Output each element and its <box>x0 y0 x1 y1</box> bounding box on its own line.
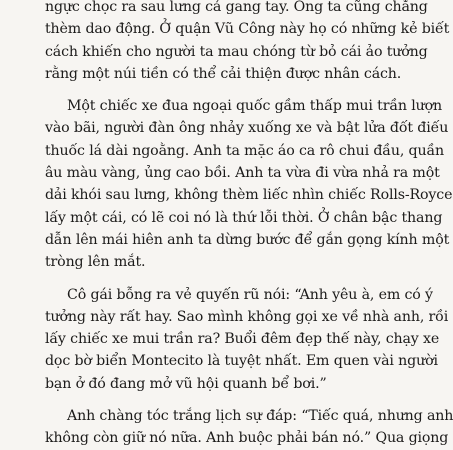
text-line: lấy chiếc xe mui trần ra? Buổi đêm đẹp thế này, chạy xe <box>45 331 440 348</box>
paragraph-gap <box>45 85 385 95</box>
paragraph <box>45 284 449 395</box>
paragraph-gap <box>45 274 385 284</box>
text-line: bạn ở đó đang mở vũ hội quanh bể bơi.” <box>45 375 327 392</box>
text-line: vào bãi, người đàn ông nhảy xuống xe và bật lửa đốt điếu <box>45 120 449 137</box>
paragraph <box>45 0 450 85</box>
text-line: Cô gái bỗng ra vẻ quyến rũ nói: “Anh yêu à, em có ý <box>67 286 433 303</box>
text-line: thuốc lá dài ngoằng. Anh ta mặc áo ca rô chui đầu, quần <box>45 142 444 159</box>
text-line: Anh chàng tóc trắng lịch sự đáp: “Tiếc quá, nhưng anh <box>67 408 453 425</box>
text-line: lấy một cái, có lẽ coi nó là thứ lỗi thời. Ở chân bậc thang <box>45 209 443 226</box>
text-line: dải khói sau lưng, không thèm liếc nhìn chiếc Rolls-Royce <box>45 187 453 204</box>
text-line: ngực chọc ra sau lưng cả gang tay. Ông ta cũng chẳng <box>45 0 428 15</box>
text-line: không còn giữ nó nữa. Anh buộc phải bán nó.” Qua giọng <box>45 430 449 447</box>
text-line: Một chiếc xe đua ngoại quốc gầm thấp mui trần lượn <box>67 98 442 115</box>
text-line: dẫn lên mái hiên anh ta dừng bước để gắn gọng kính một <box>45 231 450 248</box>
text-line: rằng một núi tiền có thể cải thiện được nhân cách. <box>45 65 402 82</box>
text-line: âu màu vàng, ủng cao bồi. Anh ta vừa đi vừa nhả ra một <box>45 165 440 182</box>
text-line: tưởng này rất hay. Sao mình không gọi xe về nhà anh, rồi <box>45 308 449 325</box>
page-text <box>45 0 453 450</box>
text-line: tròng lên mắt. <box>45 254 146 271</box>
text-line: cách khiến cho người ta mau chóng từ bỏ cái ảo tưởng <box>45 43 428 60</box>
paragraph-gap <box>45 395 385 405</box>
paragraph <box>45 405 453 450</box>
text-line: thèm dao động. Ở quận Vũ Công này họ có những kẻ biết <box>45 21 450 38</box>
paragraph <box>45 95 453 273</box>
text-line: dọc bờ biển Montecito là tuyệt nhất. Em quen vài người <box>45 353 438 370</box>
